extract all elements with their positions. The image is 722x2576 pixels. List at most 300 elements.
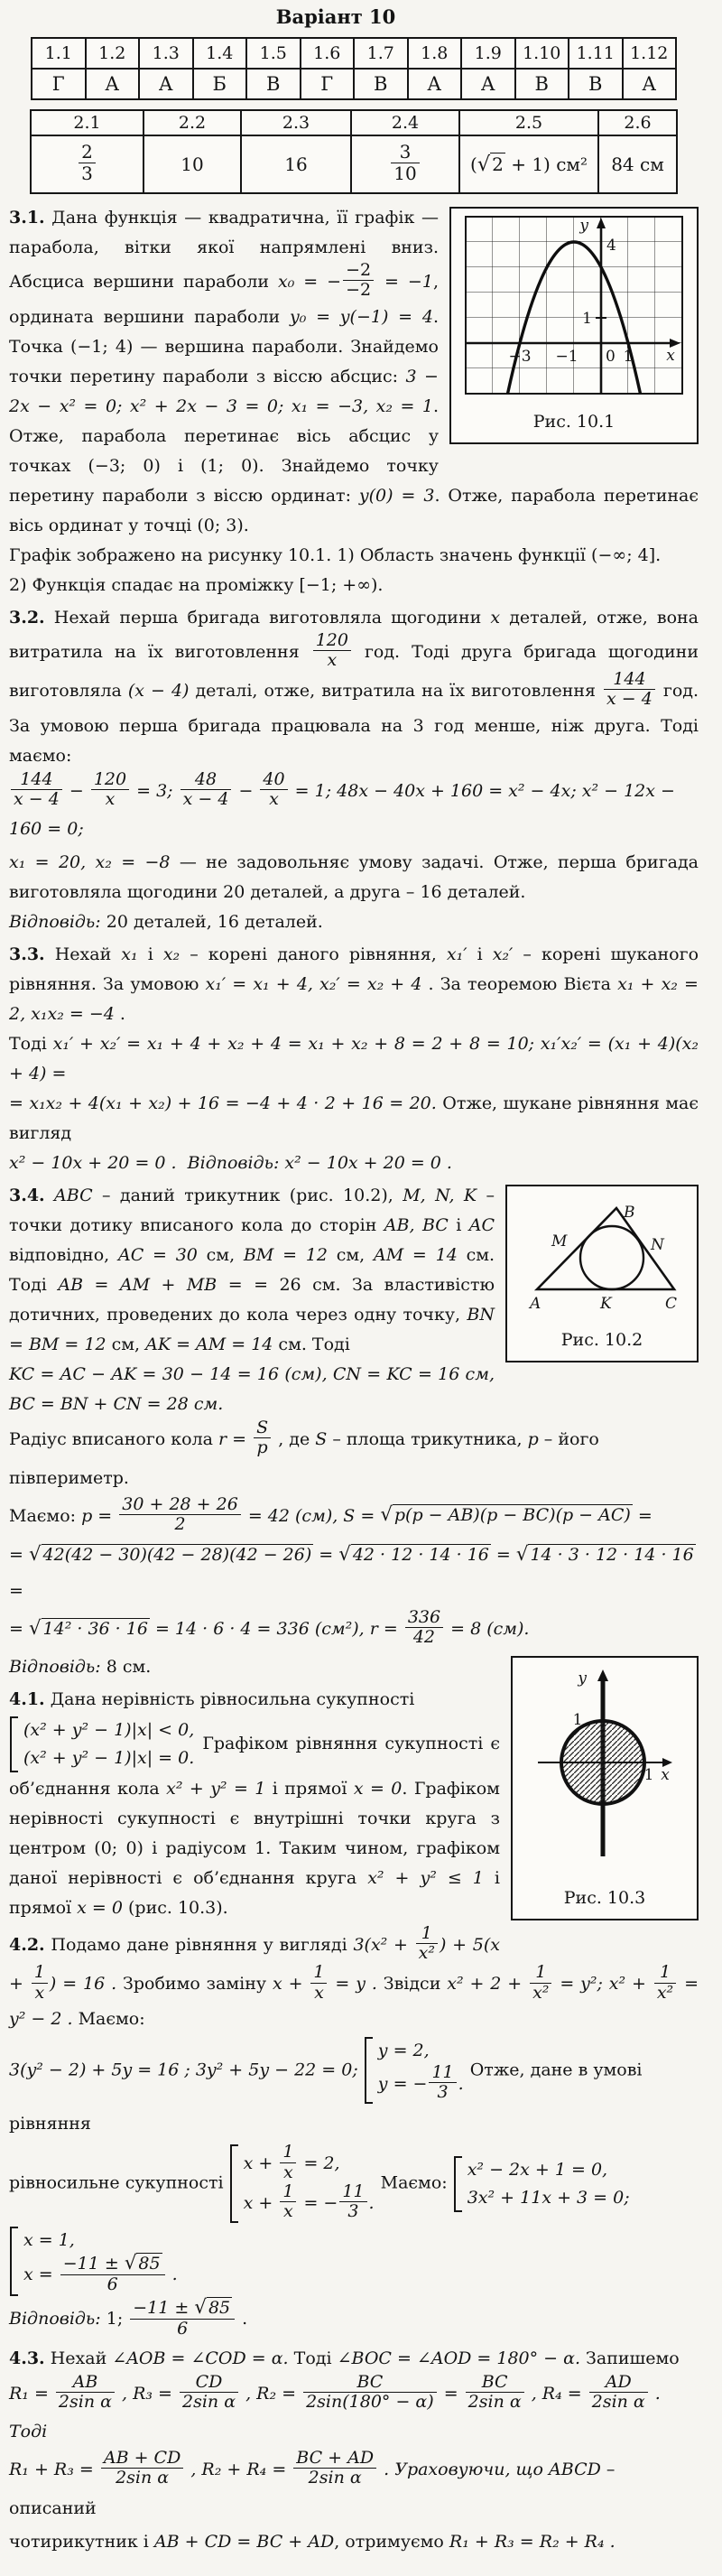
answer-line	[9, 2296, 699, 2340]
text-run: Тоді	[9, 1034, 53, 1055]
tick-label-m3: −3	[508, 348, 532, 366]
text-run: Маємо:	[375, 2172, 453, 2193]
unit-disk-figure	[531, 1665, 679, 1871]
math-run: =	[313, 1545, 339, 1566]
axis-label-x: x	[666, 347, 675, 365]
text-run: Маємо:	[72, 2008, 145, 2029]
math-run: =	[9, 1545, 29, 1566]
fraction: $\frac{BC}{\text{2sin α}}$	[466, 2373, 524, 2413]
text-run: і прямої	[265, 1778, 354, 1799]
system-row: 3x² + 11x + 3 = 0;	[467, 2187, 630, 2208]
equation-line	[9, 1607, 699, 1650]
system-bracket	[230, 2144, 238, 2223]
header-cell: 1.9	[461, 38, 515, 69]
text-run: 1;	[100, 2309, 129, 2330]
math-run: R₁ + R₃ =	[9, 2459, 99, 2479]
answer-cell	[351, 135, 459, 193]
text-run: год. Тоді друга бригада щогодини виготовляла	[9, 641, 699, 701]
equation-line	[9, 2143, 699, 2298]
math-run: =	[438, 2383, 464, 2404]
text-run: + 1) см²	[504, 153, 588, 175]
text-run: Радіус вписаного кола	[9, 1428, 219, 1449]
math-run: x₂	[162, 944, 180, 965]
equation-system	[454, 2156, 630, 2212]
math-run: M, N, K	[403, 1186, 477, 1206]
text-run: – площа трикутника,	[327, 1428, 528, 1449]
answer-line	[9, 907, 699, 937]
math-run: AK = AM = 14	[145, 1334, 273, 1355]
answer-cell	[459, 135, 598, 193]
section-number: 4.3.	[9, 2348, 45, 2368]
math-run: = −1	[375, 271, 433, 292]
header-cell: 2.1	[31, 110, 143, 135]
tangent-label-n: N	[651, 1236, 664, 1255]
axis-label-y: y	[578, 1669, 587, 1688]
system-bracket	[10, 2227, 18, 2296]
section-number: 4.1.	[9, 1688, 45, 1709]
section-4-2	[9, 1922, 699, 2341]
answers-table-part1	[31, 37, 677, 100]
text-run: Нехай	[44, 944, 122, 965]
tick-label-1-right: 1	[643, 1765, 654, 1784]
text-run: . Отже, парабола перетинає вісь ординат у точці (0; 3).	[9, 485, 699, 535]
math-run: x² + y² = 1	[166, 1778, 266, 1799]
header-cell: 1.11	[569, 38, 623, 69]
text-run: (рис. 10.3).	[122, 1897, 228, 1918]
system-bracket	[454, 2156, 462, 2212]
parabola-graph	[465, 216, 683, 395]
answer-cell: В	[569, 69, 623, 99]
sqrt-expression: √ 14² · 36 · 16	[28, 1616, 148, 1640]
system-bracket	[10, 1716, 18, 1772]
text-run: , де	[273, 1428, 316, 1449]
section-number: 3.2.	[9, 607, 45, 628]
system-row: y = − $\frac{11}{3}$ .	[377, 2061, 464, 2103]
math-run: AB + CD = BC + AD	[153, 2531, 335, 2552]
equation-line	[9, 1029, 699, 1089]
text-run: 20 деталей, 16 деталей.	[100, 912, 323, 933]
equation-line	[9, 2450, 699, 2526]
sqrt-expression: √ 14 · 3 · 12 · 14 · 16	[515, 1543, 694, 1567]
answer-cell: В	[354, 69, 408, 99]
math-run: x₁′ = x₁ + 4, x₂′ = x₂ + 4	[205, 974, 422, 995]
math-run: x₁′	[446, 944, 467, 965]
fraction: $\frac{CD}{\text{2sin α}}$	[180, 2373, 238, 2413]
text-run: і	[448, 1215, 469, 1236]
fraction: $\frac{1}{\text{x²}}$	[416, 1924, 438, 1964]
math-run: ) = 16 .	[49, 1974, 117, 1995]
section-3-3	[9, 940, 699, 1178]
math-run: AB = AM + MB =	[58, 1275, 243, 1296]
text-run: . Точка (−1; 4) — вершина параболи. Знайдемо точки перетину параболи з віссю абсцис:	[9, 306, 439, 386]
fraction: $\frac{AD}{\text{2sin α}}$	[589, 2373, 648, 2413]
answer-cell	[31, 135, 143, 193]
text-run: Тоді	[288, 2348, 338, 2368]
tangent-label-m: M	[551, 1232, 568, 1251]
text-run: — не задовольняє умову задачі. Отже, перша бригада виготовляла щогодини 20 деталей, а друга – 16 деталей.	[9, 852, 699, 903]
table-row	[31, 110, 677, 135]
vertex-label-b: B	[624, 1204, 635, 1223]
answer-cell: 10	[143, 135, 241, 193]
section-3-1	[9, 203, 699, 600]
math-run: 3(x² +	[353, 1934, 414, 1955]
math-run: p =	[81, 1505, 118, 1526]
math-run: , R₄ =	[525, 2383, 588, 2404]
text-run: Подамо дане рівняння у вигляді	[44, 1934, 354, 1955]
text-line: Графік зображено на рисунку 10.1. 1) Область значень функції (−∞; 4].	[9, 544, 662, 565]
header-cell: 1.8	[408, 38, 462, 69]
header-cell: 2.5	[459, 110, 598, 135]
text-run: Отже, шукане рівняння має вигляд	[9, 1093, 699, 1144]
text-run: . Отже, парабола перетинає вісь абсцис у точках (−3; 0) і (1; 0). Знайдемо точку перетину параболи з віссю ординат:	[9, 395, 439, 506]
answer-cell: В	[246, 69, 301, 99]
system-row: x + $\frac{1}{x}$ = − $\frac{11}{3}$ .	[243, 2181, 375, 2222]
equation-line	[9, 2371, 699, 2450]
text-run: см,	[197, 1245, 244, 1266]
header-cell: 1.2	[86, 38, 140, 69]
math-run: =	[9, 1618, 29, 1639]
math-run: x = 0	[77, 1897, 123, 1918]
text-line	[9, 848, 699, 907]
fraction: $\frac{1}{x}$	[32, 1963, 48, 2003]
incircle	[580, 1226, 643, 1289]
equation-line	[9, 1360, 699, 1419]
answer-cell: А	[623, 69, 677, 99]
math-run: = 3;	[131, 780, 179, 801]
equation-system	[10, 2227, 178, 2296]
answer-label: Відповідь:	[187, 1153, 280, 1174]
text-run: Графіком рівняння сукупності є об’єднання кола	[9, 1733, 500, 1799]
math-run: 3 − 2x − x² = 0; x² + 2x − 3 = 0; x₁ = −3, x₂ = 1	[9, 366, 439, 416]
section-number: 3.4.	[9, 1186, 45, 1206]
math-run: y₀ = y(−1) = 4	[289, 306, 433, 327]
text-run: год. За умовою перша бригада працювала на 3 год менше, ніж друга. Тоді маємо:	[9, 680, 699, 766]
text-run: 8 см.	[100, 1656, 152, 1677]
header-cell: 1.4	[193, 38, 247, 69]
header-cell: 1.3	[139, 38, 193, 69]
figure-caption: Рис. 10.3	[563, 1887, 646, 1908]
math-run: x = 0	[353, 1778, 403, 1799]
math-run: , R₂ =	[240, 2383, 302, 2404]
math-run: R₁ =	[9, 2383, 54, 2404]
fraction: $\frac{11}{3}$	[429, 2063, 456, 2103]
math-run: = 1; 48x − 40x + 160 = x² − 4x; x² − 12x − 160 = 0;	[9, 780, 675, 840]
sqrt-expression: √ 85	[194, 2296, 231, 2320]
text-run: і	[467, 944, 493, 965]
section-4-3	[9, 2344, 699, 2557]
math-run: ∠BOC = ∠AOD = 180° − α.	[337, 2348, 581, 2368]
system-row: x + $\frac{1}{x}$ = 2,	[243, 2142, 340, 2182]
math-run: . Ураховуючи, що	[378, 2459, 550, 2479]
fraction: $\frac{1}{\text{x²}}$	[654, 1963, 676, 2003]
page-title: Варіант 10	[275, 5, 396, 28]
math-run: =	[490, 1545, 516, 1566]
answer-cell: Г	[32, 69, 86, 99]
equation-system	[365, 2037, 464, 2105]
math-run: r =	[218, 1428, 253, 1449]
fraction: $\frac{120}{x}$	[91, 770, 129, 810]
fraction: $\frac{1}{x}$	[310, 1963, 327, 2003]
section-number: 3.3.	[9, 944, 45, 965]
math-run: x² + y² ≤ 1	[367, 1867, 484, 1888]
text-run: Звідси	[376, 1974, 448, 1995]
math-run: x² − 10x + 20 = 0 .	[9, 1153, 177, 1174]
math-run: y(0) = 3	[358, 485, 435, 506]
math-run: S	[315, 1428, 328, 1449]
figure-caption: Рис. 10.1	[532, 412, 616, 432]
equation-line	[9, 1089, 699, 1149]
text-run: . За теоремою Вієта	[421, 974, 618, 995]
text-run: деталі, отже, витратила на їх виготовлення	[189, 680, 603, 701]
equation-line	[9, 1537, 699, 1609]
system-row: (x² + y² − 1)|x| < 0,	[23, 1719, 195, 1740]
math-run: x² + 2 +	[447, 1974, 529, 1995]
answer-line	[9, 1149, 699, 1178]
text-run: .	[236, 2309, 248, 2330]
answer-label: Відповідь:	[9, 2309, 101, 2330]
math-run: = y²; x² +	[553, 1974, 653, 1995]
tick-label-1y: 1	[582, 310, 592, 328]
math-run: BN = BM = 12	[9, 1305, 495, 1355]
math-run: x₁ = 20, x₂ = −8	[9, 852, 171, 873]
math-run: = 42 (см), S =	[242, 1505, 381, 1526]
text-line: 2) Функція спадає на проміжку [−1; +∞).	[9, 574, 384, 595]
fraction: $\frac{336}{42}$	[405, 1608, 443, 1648]
fraction: $\frac{2}{3}$	[79, 142, 96, 183]
math-run: ABCD	[549, 2459, 601, 2479]
axis-label-y: y	[579, 217, 588, 235]
tick-label-4: 4	[606, 237, 616, 255]
fraction: $\frac{144}{x - 4}$	[604, 670, 655, 710]
header-cell: 2.3	[241, 110, 351, 135]
table-row	[32, 69, 676, 99]
fraction: $\frac{30 + 28 + 26}{2}$	[119, 1495, 241, 1535]
text-run: , ордината вершини параболи	[9, 271, 439, 327]
header-cell: 1.1	[32, 38, 86, 69]
fraction: $\frac{48}{x - 4}$	[180, 770, 232, 810]
sqrt-expression: √ 42(42 − 30)(42 − 28)(42 − 26)	[28, 1543, 312, 1567]
answer-cell: 84 см	[598, 135, 677, 193]
math-run: KC = AC − AK = 30 − 14 = 16 (см), CN = KC = 16 см, BC = BN + CN = 28 см.	[9, 1364, 495, 1415]
math-run: =	[9, 1581, 23, 1602]
text-run: Нехай перша бригада виготовляла щогодини	[44, 607, 491, 628]
math-run: AB, BC	[384, 1215, 449, 1236]
fraction: $\frac{1}{\text{x²}}$	[530, 1963, 551, 2003]
fraction: $\frac{BC + AD}{\text{2sin α}}$	[293, 2449, 376, 2488]
math-run: x +	[272, 1974, 310, 1995]
math-run: BM = 12	[243, 1245, 328, 1266]
sqrt-expression: √ 2	[477, 153, 504, 176]
math-run: ABC	[44, 1186, 93, 1206]
answer-cell: В	[515, 69, 569, 99]
math-run: ) + 5(x +	[9, 1934, 500, 1995]
tick-label-1x: 1	[623, 348, 634, 366]
sqrt-expression: √ p(p − AB)(p − BC)(p − AC)	[380, 1503, 631, 1527]
math-run: x₀ = −	[278, 271, 342, 292]
axis-label-x: x	[661, 1765, 670, 1784]
table-row	[32, 38, 676, 69]
text-run: см. Тоді	[273, 1334, 350, 1355]
system-row: x = $\frac{-11 \pm √ 85}{6}$ .	[23, 2252, 178, 2295]
text-run: Нехай	[44, 2348, 113, 2368]
text-run: .	[114, 1004, 125, 1025]
fraction: $\frac{-11 \pm √ 85}{6}$	[130, 2297, 235, 2339]
system-row: (x² + y² − 1)|x| = 0.	[23, 1747, 195, 1768]
math-run: (x − 4)	[127, 680, 190, 701]
text-run: = 26 см. За властивістю дотичних, проведених до кола через одну точку,	[9, 1275, 495, 1325]
text-run: рівносильне сукупності	[9, 2172, 229, 2193]
text-run: і прямої	[9, 1867, 500, 1918]
text-run: – точки дотику вписаного кола до сторін	[9, 1186, 495, 1236]
fraction: $\frac{BC}{2\sin(180^\circ - \alpha)}$	[303, 2373, 437, 2413]
section-number: 4.2.	[9, 1934, 45, 1955]
fraction: $\frac{AB + CD}{\text{2sin α}}$	[101, 2449, 183, 2488]
text-run: см,	[106, 1334, 146, 1355]
text-run: – його півпериметр.	[9, 1428, 599, 1488]
tick-label-0: 0	[606, 348, 616, 366]
vertex-label-c: C	[665, 1295, 678, 1314]
system-row: x = 1,	[23, 2230, 75, 2251]
text-run: , отримуємо	[334, 2531, 449, 2552]
equation-line	[9, 2035, 699, 2143]
text-run: см,	[327, 1245, 374, 1266]
math-run: x	[490, 607, 501, 628]
figure-10-3	[511, 1656, 699, 1920]
fraction: $\frac{144}{x - 4}$	[11, 770, 62, 810]
fraction: $\frac{-2}{-2}$	[343, 261, 374, 301]
math-run: , R₂ + R₄ =	[185, 2459, 292, 2479]
equation-line	[9, 1493, 699, 1537]
math-run: ∠AOB = ∠COD = α.	[112, 2348, 289, 2368]
figure-caption: Рис. 10.2	[560, 1330, 643, 1351]
fraction: $\frac{-11 \pm √ 85}{6}$	[60, 2253, 165, 2294]
figure-10-1	[449, 207, 699, 444]
fraction: $\frac{1}{x}$	[280, 2143, 296, 2182]
header-cell: 1.6	[301, 38, 355, 69]
header-cell: 1.5	[246, 38, 301, 69]
header-cell: 1.7	[354, 38, 408, 69]
answers-table-part2	[30, 109, 678, 194]
system-row: y = 2,	[377, 2040, 430, 2060]
text-run: – даний трикутник (рис. 10.2),	[92, 1186, 403, 1206]
math-run: , R₃ =	[116, 2383, 178, 2404]
equation-system	[10, 1716, 194, 1772]
answer-cell: А	[408, 69, 462, 99]
text-run: (	[470, 153, 477, 175]
answer-cell: Б	[193, 69, 247, 99]
math-run: −	[233, 780, 259, 801]
equation-line	[9, 768, 699, 848]
text-run: Маємо:	[9, 1505, 82, 1526]
triangle-incircle-figure	[524, 1194, 680, 1313]
text-run: Дана функція — квадратична, її графік — парабола, вітки якої напрямлені вниз. Абсциса вершини параболи	[9, 208, 439, 292]
text-run: . Графіком нерівності сукупності є внутрішні точки круга з центром (0; 0) і радіусом 1. Таким чином, графіком даної нерівності є об’єднання круга	[9, 1778, 500, 1888]
text-run: Отже, дане в умові рівняння	[9, 2060, 643, 2134]
math-run: x₂′	[492, 944, 514, 965]
vertex-label-a: A	[530, 1295, 542, 1314]
math-run: AC = 30	[117, 1245, 198, 1266]
math-run: AC	[468, 1215, 495, 1236]
section-number: 3.1.	[9, 208, 45, 228]
text-run: Запишемо	[580, 2348, 680, 2368]
header-cell: 1.12	[623, 38, 677, 69]
fraction: $\frac{1}{x}$	[280, 2182, 296, 2222]
equation-system	[230, 2144, 375, 2223]
answer-label: Відповідь:	[9, 912, 101, 933]
fraction: $\frac{40}{x}$	[260, 770, 287, 810]
sqrt-expression: √ 85	[124, 2252, 161, 2275]
fraction: $\frac{11}{3}$	[339, 2182, 366, 2222]
math-run: . Тоді	[9, 2383, 661, 2442]
tangent-label-k: K	[600, 1295, 612, 1314]
text-run: см. Тоді	[9, 1245, 495, 1296]
fraction: $\frac{3}{10}$	[391, 142, 419, 183]
math-run: −	[63, 780, 89, 801]
math-run: =	[632, 1505, 653, 1526]
hatched-disk	[561, 1721, 644, 1804]
math-run: x₁′ + x₂′ = x₁ + 4 + x₂ + 4 = x₁ + x₂ + 8 = 2 + 8 = 10; x₁′x₂′ = (x₁ + 4)(x₂ + 4) =	[9, 1034, 699, 1084]
text-run: – корені даного рівняння,	[180, 944, 447, 965]
fraction: $\frac{120}{x}$	[313, 631, 351, 671]
sqrt-expression: √ 42 · 12 · 14 · 16	[338, 1543, 489, 1567]
math-run: AM = 14	[373, 1245, 458, 1266]
text-run: чотирикутник і	[9, 2531, 154, 2552]
section-3-2	[9, 603, 699, 938]
answer-cell: А	[461, 69, 515, 99]
header-cell: 1.10	[515, 38, 569, 69]
figure-10-2	[505, 1185, 699, 1362]
math-run: p	[527, 1428, 539, 1449]
tick-label-m1: −1	[555, 348, 579, 366]
math-run: = y .	[329, 1974, 377, 1995]
y-axis-arrow	[597, 1669, 608, 1681]
tick-label-1-left: 1	[572, 1710, 583, 1729]
header-cell: 2.6	[598, 110, 677, 135]
math-run: = 8 (см).	[445, 1618, 530, 1639]
text-line	[9, 1420, 699, 1496]
text-run: і	[137, 944, 163, 965]
text-run: – описаний	[9, 2459, 616, 2518]
answer-cell: А	[86, 69, 140, 99]
text-run: деталей, отже, вона витратила на їх виготовлення	[9, 607, 699, 662]
math-run: = y² − 2 .	[9, 1974, 699, 2029]
math-run: 3(y² − 2) + 5y = 16 ; 3y² + 5y − 22 = 0;	[9, 2060, 364, 2080]
text-line	[9, 2527, 699, 2557]
math-run: = x₁x₂ + 4(x₁ + x₂) + 16 = −4 + 4 · 2 + 16 = 20.	[9, 1093, 437, 1114]
text-run: Дана нерівність рівносильна сукупності	[44, 1688, 415, 1709]
answer-label: Відповідь:	[9, 1656, 101, 1677]
math-run: R₁ + R₃ = R₂ + R₄ .	[449, 2531, 616, 2552]
table-row	[31, 135, 677, 193]
math-run: = 14 · 6 · 4 = 336 (см²), r =	[149, 1618, 403, 1639]
fraction: $\frac{S}{p}$	[254, 1418, 271, 1458]
math-run: x² − 10x + 20 = 0 .	[279, 1153, 452, 1174]
answer-cell: А	[139, 69, 193, 99]
math-run: x₁ + x₂ = 2, x₁x₂ = −4	[9, 974, 699, 1025]
text-run: Зробимо заміну	[116, 1974, 273, 1995]
text-run: – корені шуканого рівняння. За умовою	[9, 944, 699, 995]
answer-cell: Г	[301, 69, 355, 99]
text-run: відповідно,	[9, 1245, 118, 1266]
answer-cell: 16	[241, 135, 351, 193]
system-bracket	[365, 2037, 373, 2105]
fraction: $\frac{AB}{\text{2sin α}}$	[56, 2373, 115, 2413]
system-row: x² − 2x + 1 = 0,	[467, 2159, 608, 2180]
header-cell: 2.4	[351, 110, 459, 135]
section-3-4	[9, 1181, 699, 1650]
header-cell: 2.2	[143, 110, 241, 135]
math-run: x₁	[121, 944, 138, 965]
